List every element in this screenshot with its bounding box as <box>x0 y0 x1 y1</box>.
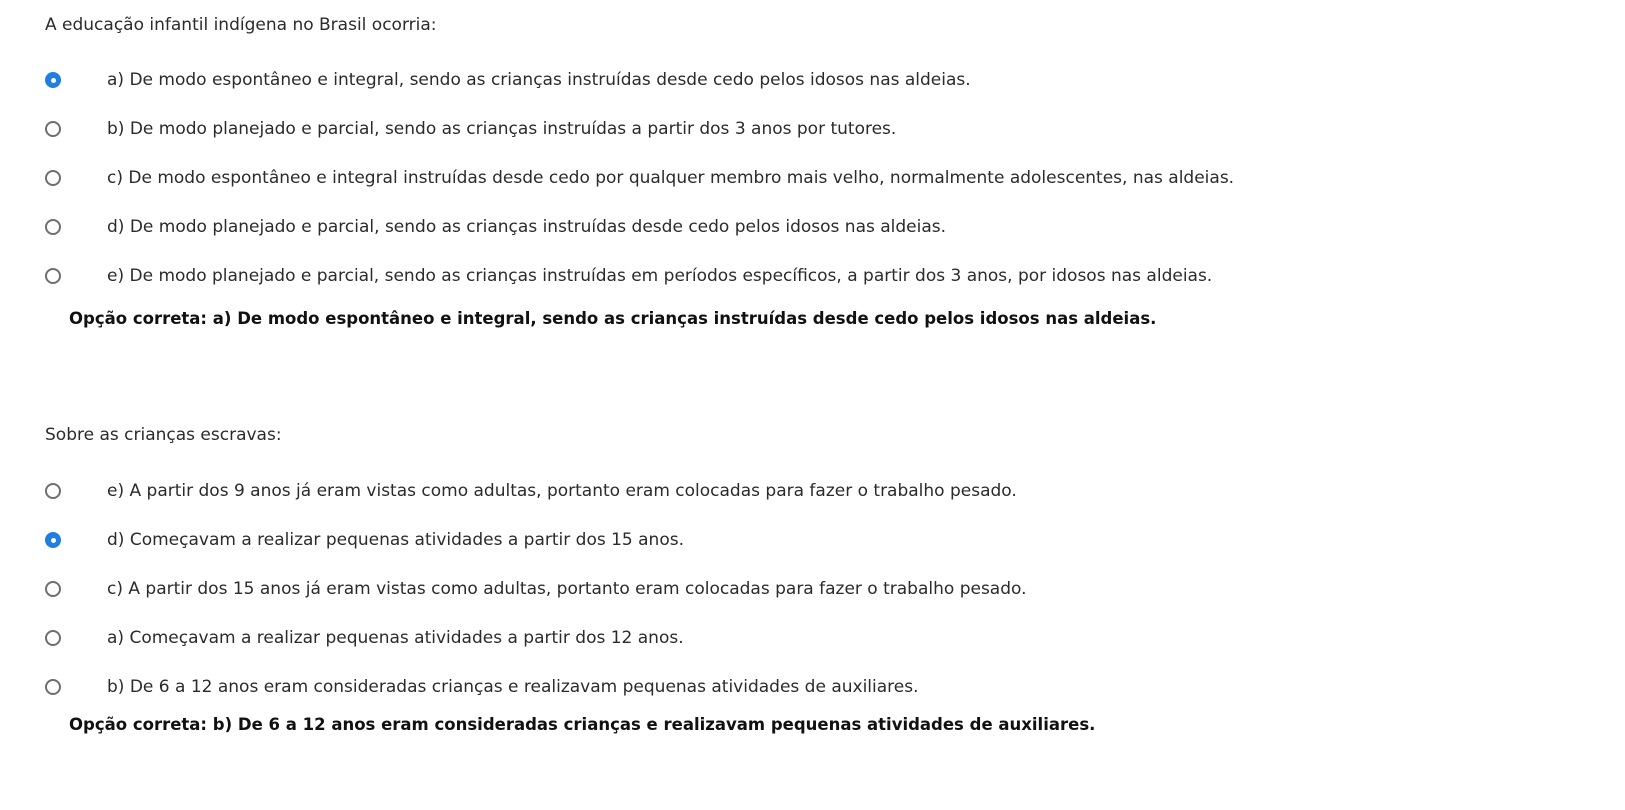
option-item[interactable] <box>0 69 1625 118</box>
radio-button[interactable] <box>45 483 61 499</box>
radio-button[interactable] <box>45 581 61 597</box>
radio-button[interactable] <box>45 268 61 284</box>
radio-button[interactable] <box>45 72 61 88</box>
option-label[interactable]: e) A partir dos 9 anos já eram vistas como adultas, portanto eram colocadas para fazer o trabalho pesado. <box>107 481 1017 501</box>
option-item[interactable] <box>0 627 1625 676</box>
option-label[interactable]: d) De modo planejado e parcial, sendo as crianças instruídas desde cedo pelos idosos nas aldeias. <box>107 217 947 237</box>
radio-button[interactable] <box>45 121 61 137</box>
options-list <box>0 480 1625 725</box>
option-label[interactable]: b) De modo planejado e parcial, sendo as crianças instruídas a partir dos 3 anos por tutores. <box>107 119 897 139</box>
radio-button[interactable] <box>45 532 61 548</box>
option-label[interactable]: a) De modo espontâneo e integral, sendo as crianças instruídas desde cedo pelos idosos nas aldeias. <box>107 70 971 90</box>
option-item[interactable] <box>0 265 1625 314</box>
options-list <box>0 69 1625 314</box>
question-text: Sobre as crianças escravas: <box>45 425 282 445</box>
option-item[interactable] <box>0 578 1625 627</box>
option-item[interactable] <box>0 529 1625 578</box>
option-item[interactable] <box>0 480 1625 529</box>
radio-button[interactable] <box>45 219 61 235</box>
radio-button[interactable] <box>45 630 61 646</box>
option-item[interactable] <box>0 118 1625 167</box>
correct-answer: Opção correta: a) De modo espontâneo e integral, sendo as crianças instruídas desde cedo pelos idosos nas aldeias. <box>69 309 1157 328</box>
radio-button[interactable] <box>45 679 61 695</box>
option-label[interactable]: d) Começavam a realizar pequenas atividades a partir dos 15 anos. <box>107 530 684 550</box>
option-label[interactable]: c) De modo espontâneo e integral instruídas desde cedo por qualquer membro mais velho, normalmente adolescentes, nas aldeias. <box>107 168 1235 188</box>
radio-button[interactable] <box>45 170 61 186</box>
option-item[interactable] <box>0 167 1625 216</box>
option-item[interactable] <box>0 216 1625 265</box>
option-label[interactable]: c) A partir dos 15 anos já eram vistas como adultas, portanto eram colocadas para fazer o trabalho pesado. <box>107 579 1027 599</box>
question-text: A educação infantil indígena no Brasil ocorria: <box>45 15 437 35</box>
correct-answer: Opção correta: b) De 6 a 12 anos eram consideradas crianças e realizavam pequenas atividades de auxiliares. <box>69 715 1096 734</box>
option-label[interactable]: a) Começavam a realizar pequenas atividades a partir dos 12 anos. <box>107 628 684 648</box>
option-label[interactable]: b) De 6 a 12 anos eram consideradas crianças e realizavam pequenas atividades de auxiliares. <box>107 677 919 697</box>
option-label[interactable]: e) De modo planejado e parcial, sendo as crianças instruídas em períodos específicos, a partir dos 3 anos, por idosos nas aldeias. <box>107 266 1213 286</box>
